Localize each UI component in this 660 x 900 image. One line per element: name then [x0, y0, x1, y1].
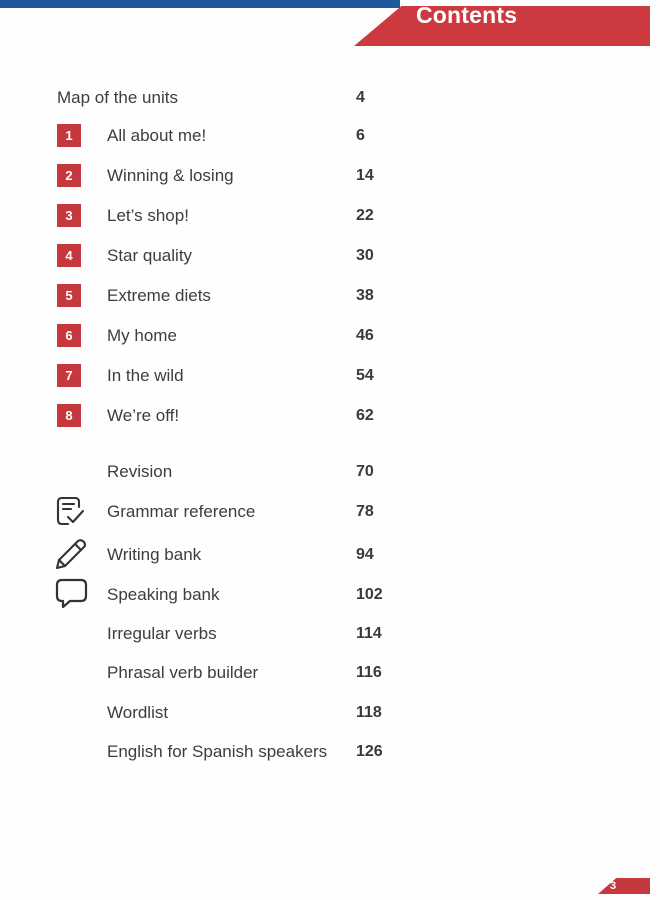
unit-number-badge: 3 [57, 204, 81, 227]
unit-number-badge: 8 [57, 404, 81, 427]
toc-row-unit-3 [0, 202, 420, 230]
toc-page-number: 118 [356, 704, 382, 721]
unit-number-badge: 2 [57, 164, 81, 187]
toc-row-revision [0, 458, 420, 486]
toc-row-unit-6 [0, 322, 420, 350]
toc-label: Grammar reference [107, 502, 256, 521]
toc-page-number: 126 [356, 743, 383, 760]
toc-row-map [0, 84, 420, 112]
toc-row-unit-7 [0, 362, 420, 390]
toc-label: Writing bank [107, 545, 202, 564]
unit-number-badge: 7 [57, 364, 81, 387]
toc-page-number: 30 [356, 247, 374, 264]
toc-row-wordlist [0, 699, 420, 727]
toc-page-number: 4 [356, 89, 365, 106]
toc-page-number: 22 [356, 207, 374, 224]
toc-page-number: 14 [356, 167, 374, 184]
toc-label: Phrasal verb builder [107, 663, 259, 682]
toc-page-number: 70 [356, 463, 374, 480]
toc-label: Revision [107, 462, 173, 481]
toc-row-grammar-reference [0, 498, 420, 526]
toc-label: Winning & losing [107, 166, 234, 185]
toc-row-irregular-verbs [0, 620, 420, 648]
page-number: 3 [610, 880, 617, 892]
toc-row-speaking-bank [0, 581, 420, 609]
toc-label: In the wild [107, 366, 184, 385]
toc-label: All about me! [107, 126, 207, 145]
toc-row-phrasal-verb-builder [0, 659, 420, 687]
unit-number-badge: 1 [57, 124, 81, 147]
toc-page-number: 78 [356, 503, 374, 520]
toc-page-number: 94 [356, 546, 374, 563]
toc-row-writing-bank [0, 541, 420, 569]
toc-label: Irregular verbs [107, 624, 217, 643]
toc-row-unit-1 [0, 122, 420, 150]
toc-label: Extreme diets [107, 286, 211, 305]
toc-page-number: 38 [356, 287, 374, 304]
toc-label: My home [107, 326, 177, 345]
toc-label: Speaking bank [107, 585, 220, 604]
toc-label: Map of the units [57, 88, 178, 107]
toc-page-number: 54 [356, 367, 374, 384]
unit-number-badge: 5 [57, 284, 81, 307]
toc-row-unit-8 [0, 402, 420, 430]
toc-row-unit-4 [0, 242, 420, 270]
toc-page-number: 102 [356, 586, 383, 603]
toc-page-number: 46 [356, 327, 374, 344]
toc-label: We’re off! [107, 406, 180, 425]
unit-number-badge: 4 [57, 244, 81, 267]
toc-row-unit-2 [0, 162, 420, 190]
toc-label: Star quality [107, 246, 193, 265]
toc-label: Let’s shop! [107, 206, 189, 225]
toc-label: Wordlist [107, 703, 169, 722]
toc-page-number: 62 [356, 407, 374, 424]
toc-row-english-for-spanish-speakers [0, 738, 420, 766]
toc-page-number: 116 [356, 664, 382, 681]
pencil-icon [54, 537, 88, 571]
toc-page-number: 6 [356, 127, 365, 144]
toc-label: English for Spanish speakers [107, 742, 328, 761]
page-title: Contents [416, 2, 518, 28]
speech-bubble-icon [54, 577, 88, 611]
checklist-icon [54, 494, 88, 528]
toc-page-number: 114 [356, 625, 382, 642]
toc-row-unit-5 [0, 282, 420, 310]
unit-number-badge: 6 [57, 324, 81, 347]
